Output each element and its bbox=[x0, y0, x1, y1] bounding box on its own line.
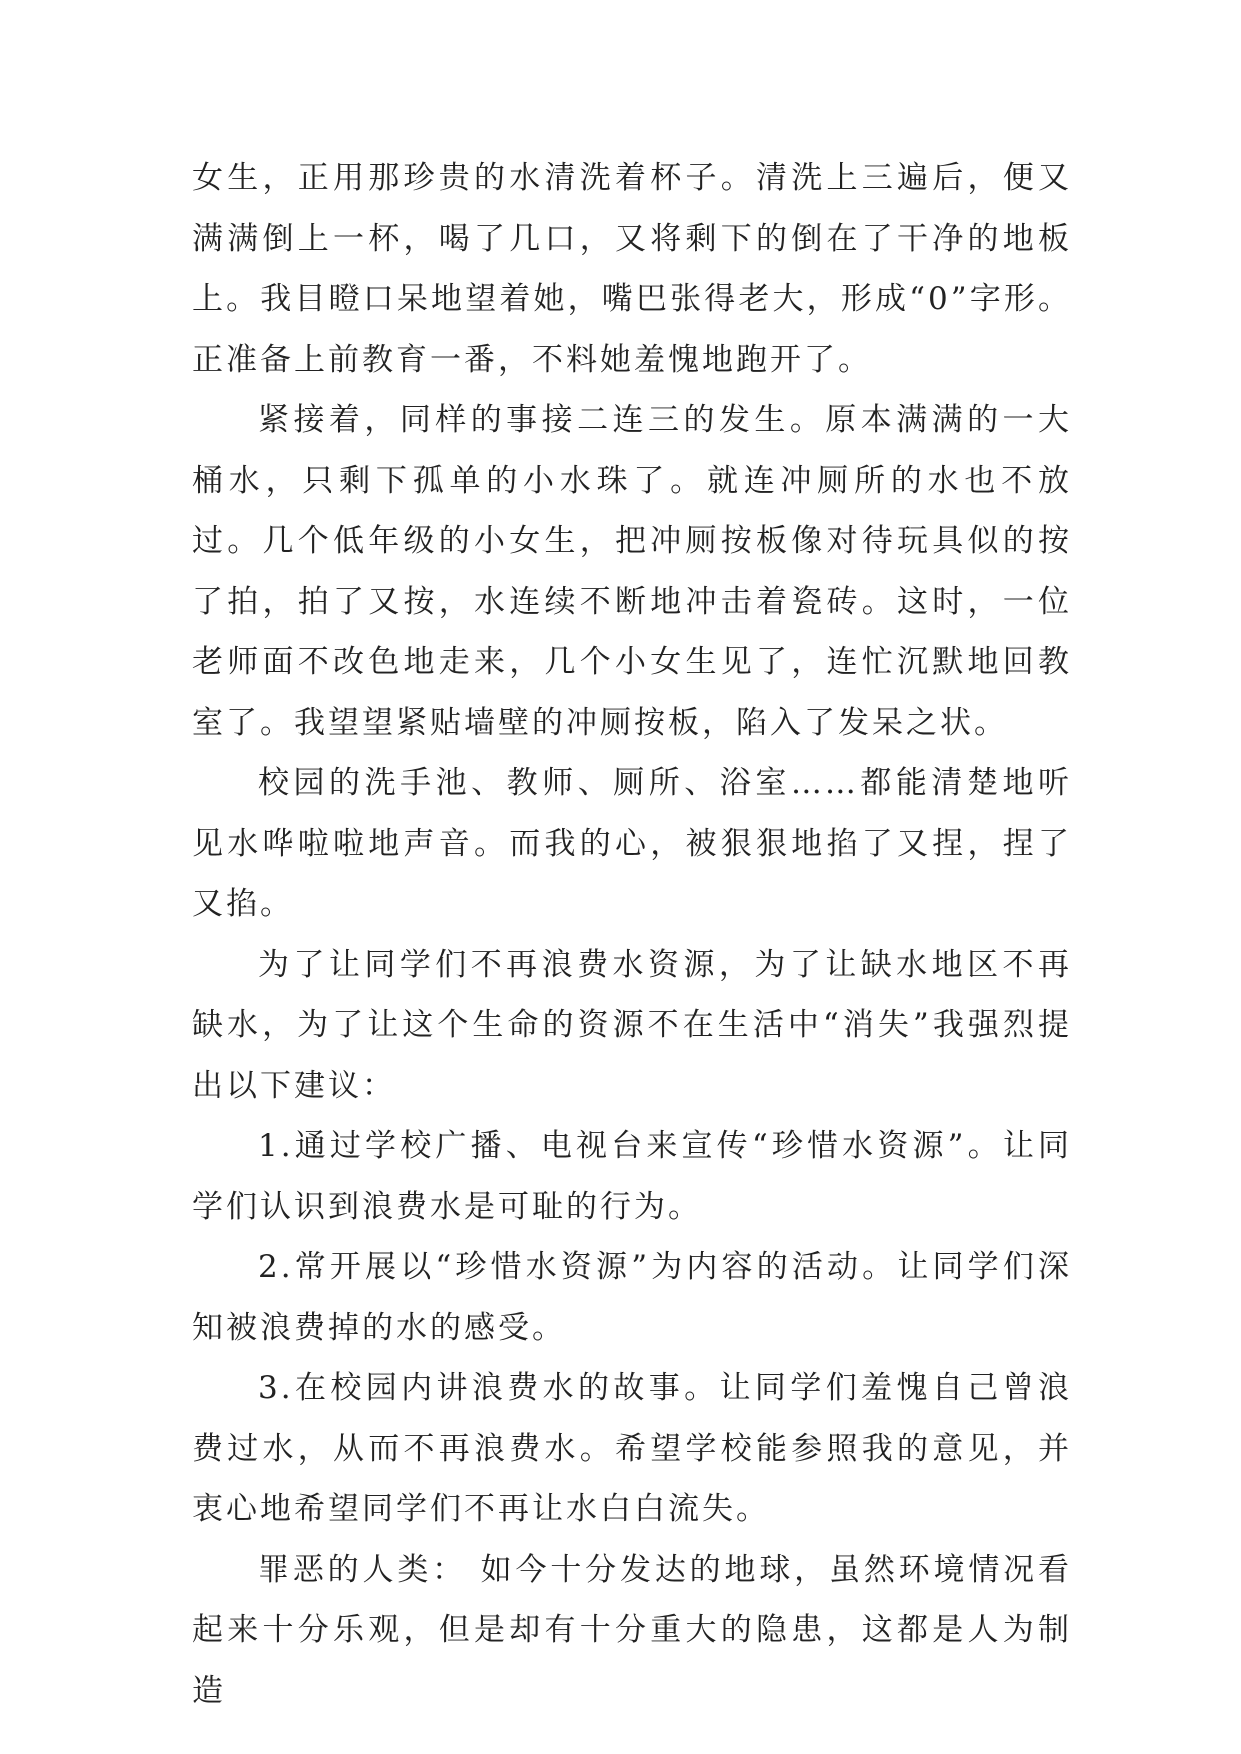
paragraph-4: 为了让同学们不再浪费水资源，为了让缺水地区不再缺水，为了让这个生命的资源不在生活中“消失”我强烈提出以下建议： bbox=[192, 946, 1072, 1104]
suggestion-1: 1.通过学校广播、电视台来宣传“珍惜水资源”。让同学们认识到浪费水是可耻的行为。 bbox=[192, 1128, 1072, 1225]
suggestion-2: 2.常开展以“珍惜水资源”为内容的活动。让同学们深知被浪费掉的水的感受。 bbox=[192, 1249, 1072, 1346]
suggestion-3: 3.在校园内讲浪费水的故事。让同学们羞愧自己曾浪费过水，从而不再浪费水。希望学校能参照我的意见，并衷心地希望同学们不再让水白白流失。 bbox=[192, 1370, 1072, 1527]
paragraph-3: 校园的洗手池、教师、厕所、浴室……都能清楚地听见水哗啦啦地声音。而我的心，被狠狠地掐了又捏，捏了又掐。 bbox=[192, 765, 1072, 922]
paragraph-1: 女生，正用那珍贵的水清洗着杯子。清洗上三遍后，便又满满倒上一杯，喝了几口，又将剩下的倒在了干净的地板上。我目瞪口呆地望着她，嘴巴张得老大，形成“0”字形。正准备上前教育一番，不料她羞愧地跑开了。 bbox=[192, 160, 1072, 378]
paragraph-8: 罪恶的人类： 如今十分发达的地球，虽然环境情况看起来十分乐观，但是却有十分重大的隐患，这都是人为制造 bbox=[192, 1551, 1072, 1709]
paragraph-2: 紧接着，同样的事接二连三的发生。原本满满的一大桶水，只剩下孤单的小水珠了。就连冲厕所的水也不放过。几个低年级的小女生，把冲厕按板像对待玩具似的按了拍，拍了又按，水连续不断地冲击着瓷砖。这时，一位老师面不改色地走来，几个小女生见了，连忙沉默地回教室了。我望望紧贴墙壁的冲厕按板，陷入了发呆之状。 bbox=[192, 402, 1072, 741]
document-body bbox=[192, 148, 1072, 1721]
